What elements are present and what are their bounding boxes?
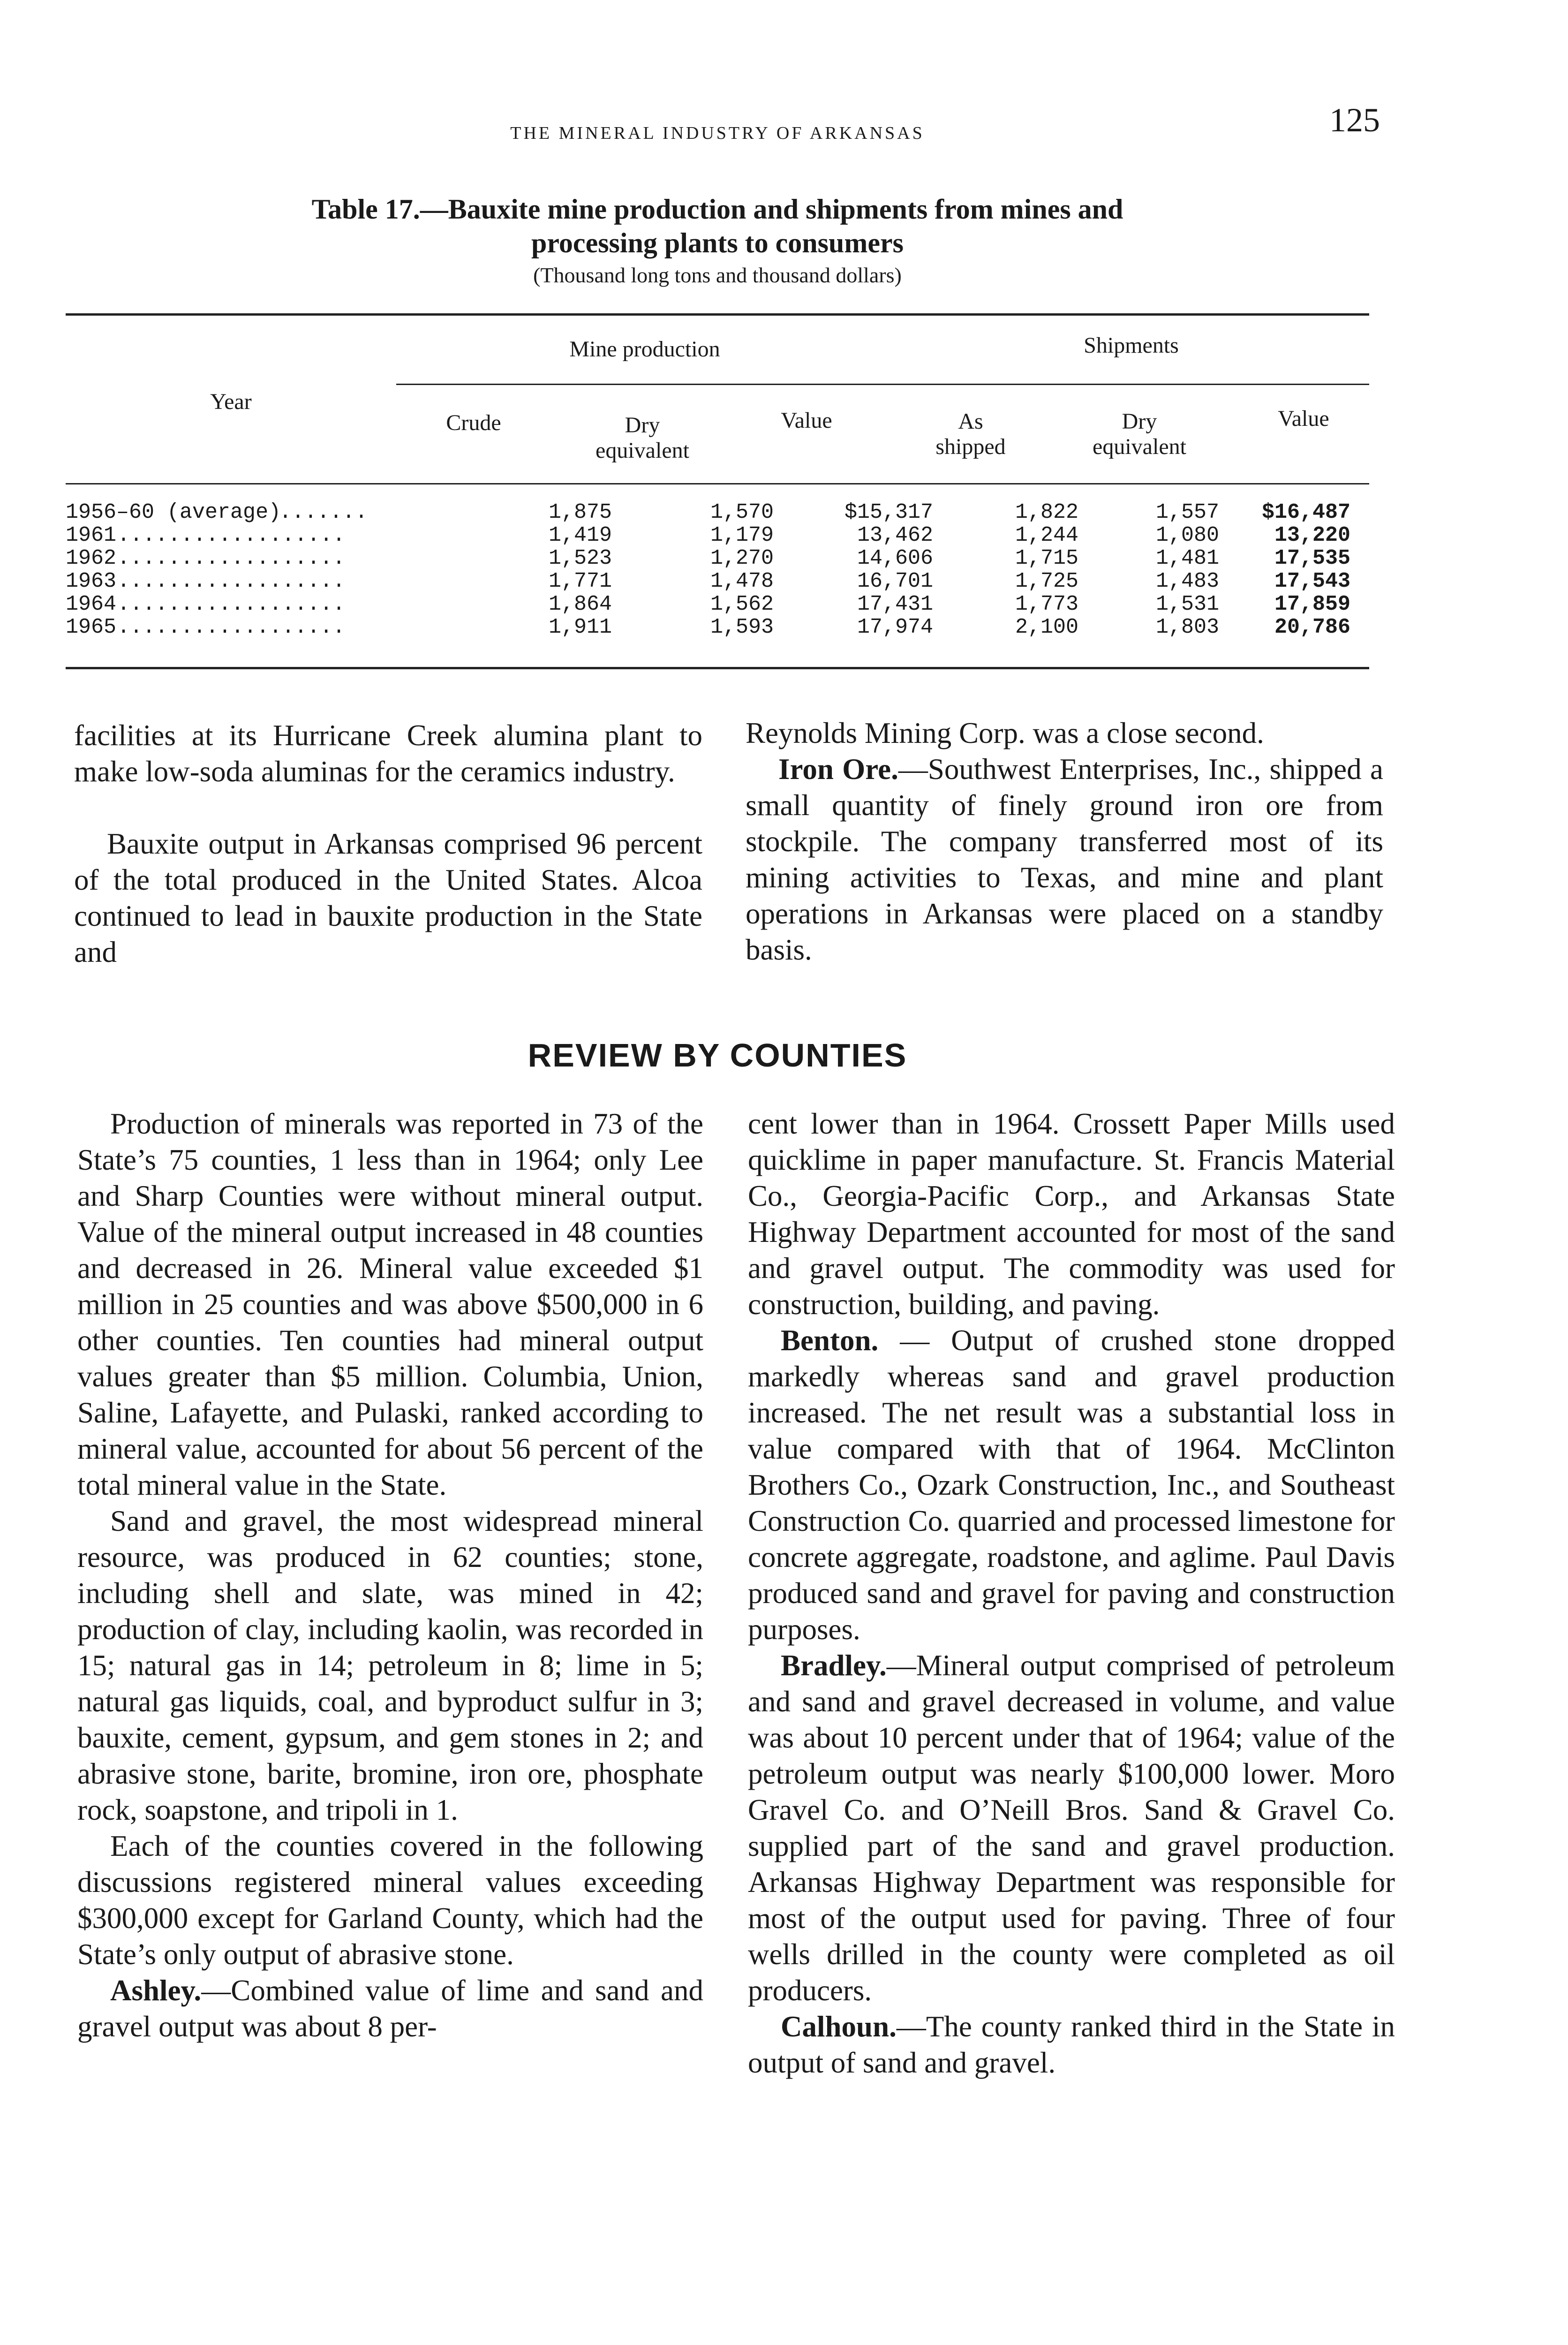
lower-left-column (77, 1106, 703, 2045)
row-ship-dry: 1,531 (1155, 592, 1219, 616)
row-ship-dry: 1,557 (1155, 500, 1219, 524)
row-year: 1964 (66, 592, 117, 616)
row-shipped: 1,773 (1015, 592, 1078, 616)
table-row (66, 524, 1369, 547)
row-ship-value: 17,543 (1274, 569, 1350, 593)
table-top-rule (66, 313, 1369, 316)
row-ship-dry: 1,481 (1155, 546, 1219, 570)
header-ship-value: Value (1278, 406, 1329, 431)
table-body (66, 501, 1369, 639)
paragraph: Bauxite output in Arkansas comprised 96 percent of the total produced in the United States. Alcoa continued to lead in bauxite production in the State and (74, 827, 702, 968)
row-shipped: 1,822 (1015, 500, 1078, 524)
paragraph: Production of minerals was reported in 73 of the State’s 75 counties, 1 less than in 1964; only Lee and Sharp Counties were without mineral output. Value of the mineral output increased in 48 counties and decreased in 26. Mineral value exceeded $1 million in 25 counties and was above $500,000 in 6 other counties. Ten counties had mineral output values greater than $5 million. Columbia, Union, Saline, Lafayette, and Pulaski, ranked according to mineral value, accounted for about 56 percent of the total mineral value in the State. (77, 1107, 703, 1501)
header-crude: Crude (446, 410, 501, 435)
leader-dots: .................. (117, 546, 346, 570)
header-as-sub: shipped (935, 434, 1006, 459)
row-ship-value: $16,487 (1261, 500, 1350, 524)
row-ship-dry: 1,483 (1155, 569, 1219, 593)
table-row (66, 616, 1369, 639)
leader-dots: .................. (117, 523, 346, 547)
row-crude: 1,864 (548, 592, 612, 616)
row-ship-dry: 1,080 (1155, 523, 1219, 547)
row-crude: 1,771 (548, 569, 612, 593)
row-shipped: 1,725 (1015, 569, 1078, 593)
paragraph (748, 1323, 1395, 1648)
table-bottom-rule (66, 667, 1369, 669)
subhead-iron-ore: Iron Ore. (778, 753, 898, 786)
paragraph (748, 1648, 1395, 2009)
paragraph: Sand and gravel, the most widespread mineral resource, was produced in 62 counties; stone, including shell and slate, was mined in 42; production of clay, including kaolin, was recorded in 15; natural gas in 14; petroleum in 8; lime in 5; natural gas liquids, coal, and byproduct sulfur in 3; bauxite, cement, gypsum, and gem stones in 2; and abrasive stone, barite, bromine, iron ore, phosphate rock, soapstone, and tripoli in 1. (77, 1505, 703, 1826)
paragraph: facilities at its Hurricane Creek alumina plant to make low-soda aluminas for the ceramics industry. (74, 719, 702, 788)
header-ship-dry-sub: equivalent (1093, 434, 1186, 459)
upper-left-column (74, 718, 702, 970)
leader-dots: ....... (279, 500, 368, 524)
row-value: 14,606 (857, 546, 933, 570)
row-shipped: 2,100 (1015, 615, 1078, 639)
row-value: 17,974 (857, 615, 933, 639)
header-dry-equivalent (544, 413, 741, 463)
row-crude: 1,911 (548, 615, 612, 639)
paragraph-text: —Mineral output comprised of petroleum and sand and gravel decreased in volume, and value was about 10 percent under that of 1964; value of the petroleum output was nearly $100,000 lower. Moro Gravel Co. and O’Neill Bros. Sand & Gravel Co. supplied part of the sand and gravel production. Arkansas Highway Department was responsible for most of the output used for paving. Three of four wells drilled in the county were completed as oil producers. (748, 1649, 1395, 2007)
paragraph (748, 2009, 1395, 2081)
subhead-bradley: Bradley. (781, 1649, 887, 1682)
row-crude: 1,875 (548, 500, 612, 524)
table-units: (Thousand long tons and thousand dollars) (533, 263, 902, 287)
row-year: 1961 (66, 523, 117, 547)
table-title (0, 192, 1435, 260)
running-head: THE MINERAL INDUSTRY OF ARKANSAS (510, 123, 925, 143)
row-shipped: 1,244 (1015, 523, 1078, 547)
row-year: 1962 (66, 546, 117, 570)
header-dry-sub: equivalent (596, 438, 689, 463)
row-year: 1963 (66, 569, 117, 593)
header-ship-dry-equivalent (1050, 409, 1229, 460)
table-row (66, 570, 1369, 593)
row-ship-value: 17,859 (1274, 592, 1350, 616)
row-ship-dry: 1,803 (1155, 615, 1219, 639)
paragraph: cent lower than in 1964. Crossett Paper Mills used quicklime in paper manufacture. St. Francis Material Co., Georgia-Pacific Corp., and Arkansas State Highway Department accounted for most of the sand and gravel output. The commodity was used for construction, building, and paving. (748, 1107, 1395, 1321)
row-year: 1965 (66, 615, 117, 639)
subhead-calhoun: Calhoun. (781, 2010, 897, 2043)
row-year: 1956–60 (average) (66, 500, 281, 524)
group-rule (396, 384, 1369, 385)
subhead-ashley: Ashley. (110, 1974, 202, 2007)
paragraph: Each of the counties covered in the following discussions registered mineral values exceeding $300,000 except for Garland County, which had the State’s only output of abrasive stone. (77, 1830, 703, 1971)
paragraph-text: — Output of crushed stone dropped markedly whereas sand and gravel production increased. The net result was a substantial loss in value compared with that of 1964. McClinton Brothers Co., Ozark Construction, Inc., and Southeast Construction Co. quarried and processed limestone for concrete aggregate, roadstone, and aglime. Paul Davis produced sand and gravel for paving and construction purposes. (748, 1324, 1395, 1646)
paragraph (77, 1973, 703, 2045)
row-crude: 1,419 (548, 523, 612, 547)
leader-dots: .................. (117, 615, 346, 639)
table-row (66, 547, 1369, 570)
paragraph: Reynolds Mining Corp. was a close second. (746, 717, 1264, 749)
row-shipped: 1,715 (1015, 546, 1078, 570)
row-ship-value: 17,535 (1274, 546, 1350, 570)
row-ship-value: 20,786 (1274, 615, 1350, 639)
row-value: 16,701 (857, 569, 933, 593)
header-year: Year (210, 389, 252, 414)
subhead-benton: Benton. (781, 1324, 879, 1357)
row-ship-value: 13,220 (1274, 523, 1350, 547)
row-crude: 1,523 (548, 546, 612, 570)
page-number: 125 (1329, 101, 1380, 139)
paragraph (746, 751, 1383, 968)
row-value: 13,462 (857, 523, 933, 547)
row-dry: 1,562 (710, 592, 774, 616)
header-mine-production: Mine production (569, 337, 720, 362)
upper-right-column (746, 715, 1383, 968)
row-dry: 1,593 (710, 615, 774, 639)
row-value: $15,317 (844, 500, 933, 524)
section-heading: REVIEW BY COUNTIES (528, 1037, 907, 1074)
row-value: 17,431 (857, 592, 933, 616)
leader-dots: .................. (117, 569, 346, 593)
paragraph-text: —The county ranked third in the State in output of sand and gravel. (748, 2010, 1395, 2079)
row-dry: 1,570 (710, 500, 774, 524)
lower-right-column (748, 1106, 1395, 2081)
table-title-line2: processing plants to consumers (531, 227, 904, 258)
paragraph-text: —Combined value of lime and sand and gravel output was about 8 per- (77, 1974, 703, 2043)
row-dry: 1,478 (710, 569, 774, 593)
leader-dots: .................. (117, 592, 346, 616)
header-ship-dry: Dry (1122, 409, 1157, 434)
header-bottom-rule (66, 483, 1369, 484)
table-row (66, 593, 1369, 616)
table-row (66, 501, 1369, 524)
header-as: As (958, 409, 983, 434)
row-dry: 1,179 (710, 523, 774, 547)
header-as-shipped (891, 409, 1050, 460)
header-value: Value (781, 408, 832, 433)
table-title-line1: Table 17.—Bauxite mine production and shipments from mines and (311, 194, 1123, 225)
header-dry: Dry (625, 413, 660, 438)
header-shipments: Shipments (1084, 333, 1179, 358)
row-dry: 1,270 (710, 546, 774, 570)
paragraph-text: —Southwest Enterprises, Inc., shipped a small quantity of finely ground iron ore from stockpile. The company transferred most of its mining activities to Texas, and mine and plant operations in Arkansas were placed on a standby basis. (746, 753, 1383, 966)
